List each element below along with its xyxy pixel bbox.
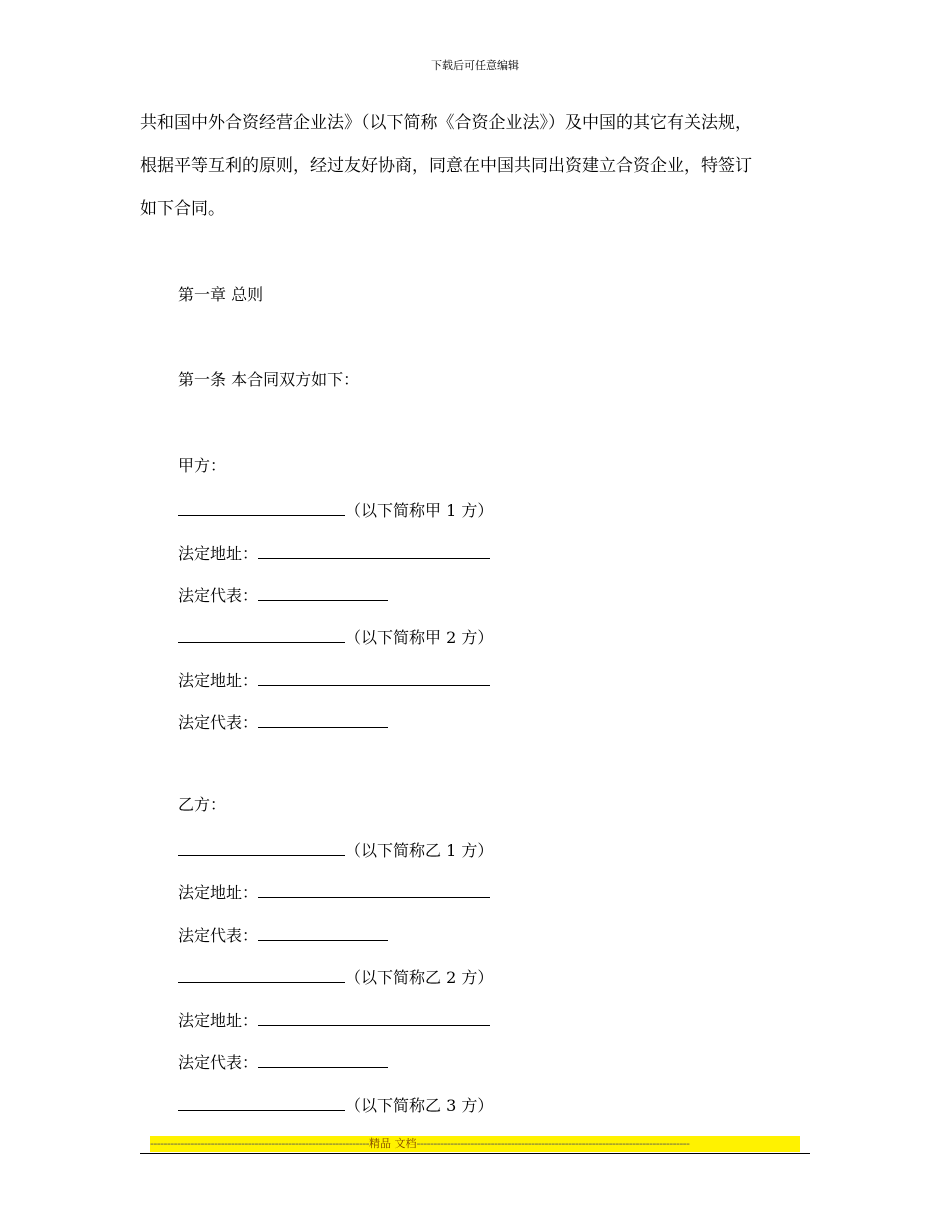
party-a2-name-row <box>178 625 493 648</box>
party-b1-address-row <box>178 880 490 903</box>
rep-label: 法定代表： <box>178 1053 259 1072</box>
article-heading: 第一条 本合同双方如下： <box>178 370 360 389</box>
address-label: 法定地址： <box>178 1011 259 1030</box>
intro-line: 根据平等互利的原则，经过友好协商，同意在中国共同出资建立合资企业，特签订 <box>140 156 752 176</box>
address-label: 法定地址： <box>178 883 259 902</box>
party-b2-rep-row <box>178 1050 388 1073</box>
footer-divider <box>140 1153 810 1154</box>
party-a2-rep-blank[interactable] <box>258 710 388 728</box>
party-a2-name-blank[interactable] <box>178 625 345 643</box>
party-b2-rep-blank[interactable] <box>258 1050 388 1068</box>
party-b2-address-blank[interactable] <box>258 1008 490 1026</box>
party-a2-suffix: （以下简称甲 2 方） <box>345 628 494 647</box>
party-a-heading: 甲方： <box>178 456 227 475</box>
footer-label: 精品 文档 <box>369 1137 417 1150</box>
party-a1-rep-blank[interactable] <box>258 583 388 601</box>
party-b1-rep-blank[interactable] <box>258 923 388 941</box>
party-b1-name-row <box>178 838 493 861</box>
page-header: 下载后可任意编辑 <box>431 59 519 72</box>
party-a1-rep-row <box>178 583 388 606</box>
party-a1-address-row <box>178 541 490 564</box>
party-a1-address-blank[interactable] <box>258 541 490 559</box>
party-b3-name-row <box>178 1093 493 1116</box>
chapter-heading: 第一章 总则 <box>178 285 264 304</box>
party-b2-name-row <box>178 965 493 988</box>
party-a2-address-blank[interactable] <box>258 668 490 686</box>
footer-banner <box>150 1136 800 1152</box>
party-b1-suffix: （以下简称乙 1 方） <box>345 841 494 860</box>
party-a1-name-row <box>178 498 493 521</box>
intro-paragraph <box>140 108 840 237</box>
party-a1-suffix: （以下简称甲 1 方） <box>345 501 494 520</box>
party-b3-name-blank[interactable] <box>178 1093 345 1111</box>
party-b-heading: 乙方： <box>178 795 227 814</box>
intro-line: 共和国中外合资经营企业法》（以下简称《合资企业法》）及中国的其它有关法规， <box>140 113 752 133</box>
party-a1-name-blank[interactable] <box>178 498 345 516</box>
party-b1-address-blank[interactable] <box>258 880 490 898</box>
intro-line: 如下合同。 <box>140 199 225 219</box>
rep-label: 法定代表： <box>178 586 259 605</box>
party-b1-rep-row <box>178 923 388 946</box>
footer-dashes-right: --------------------------------------------------------------------------------- <box>416 1137 690 1150</box>
party-b3-suffix: （以下简称乙 3 方） <box>345 1096 494 1115</box>
footer-dashes-left: ----------------------------------------------------------------- <box>150 1137 370 1150</box>
rep-label: 法定代表： <box>178 926 259 945</box>
address-label: 法定地址： <box>178 544 259 563</box>
party-b2-name-blank[interactable] <box>178 965 345 983</box>
party-b2-address-row <box>178 1008 490 1031</box>
address-label: 法定地址： <box>178 671 259 690</box>
party-b1-name-blank[interactable] <box>178 838 345 856</box>
rep-label: 法定代表： <box>178 713 259 732</box>
party-b2-suffix: （以下简称乙 2 方） <box>345 968 494 987</box>
party-a2-rep-row <box>178 710 388 733</box>
party-a2-address-row <box>178 668 490 691</box>
